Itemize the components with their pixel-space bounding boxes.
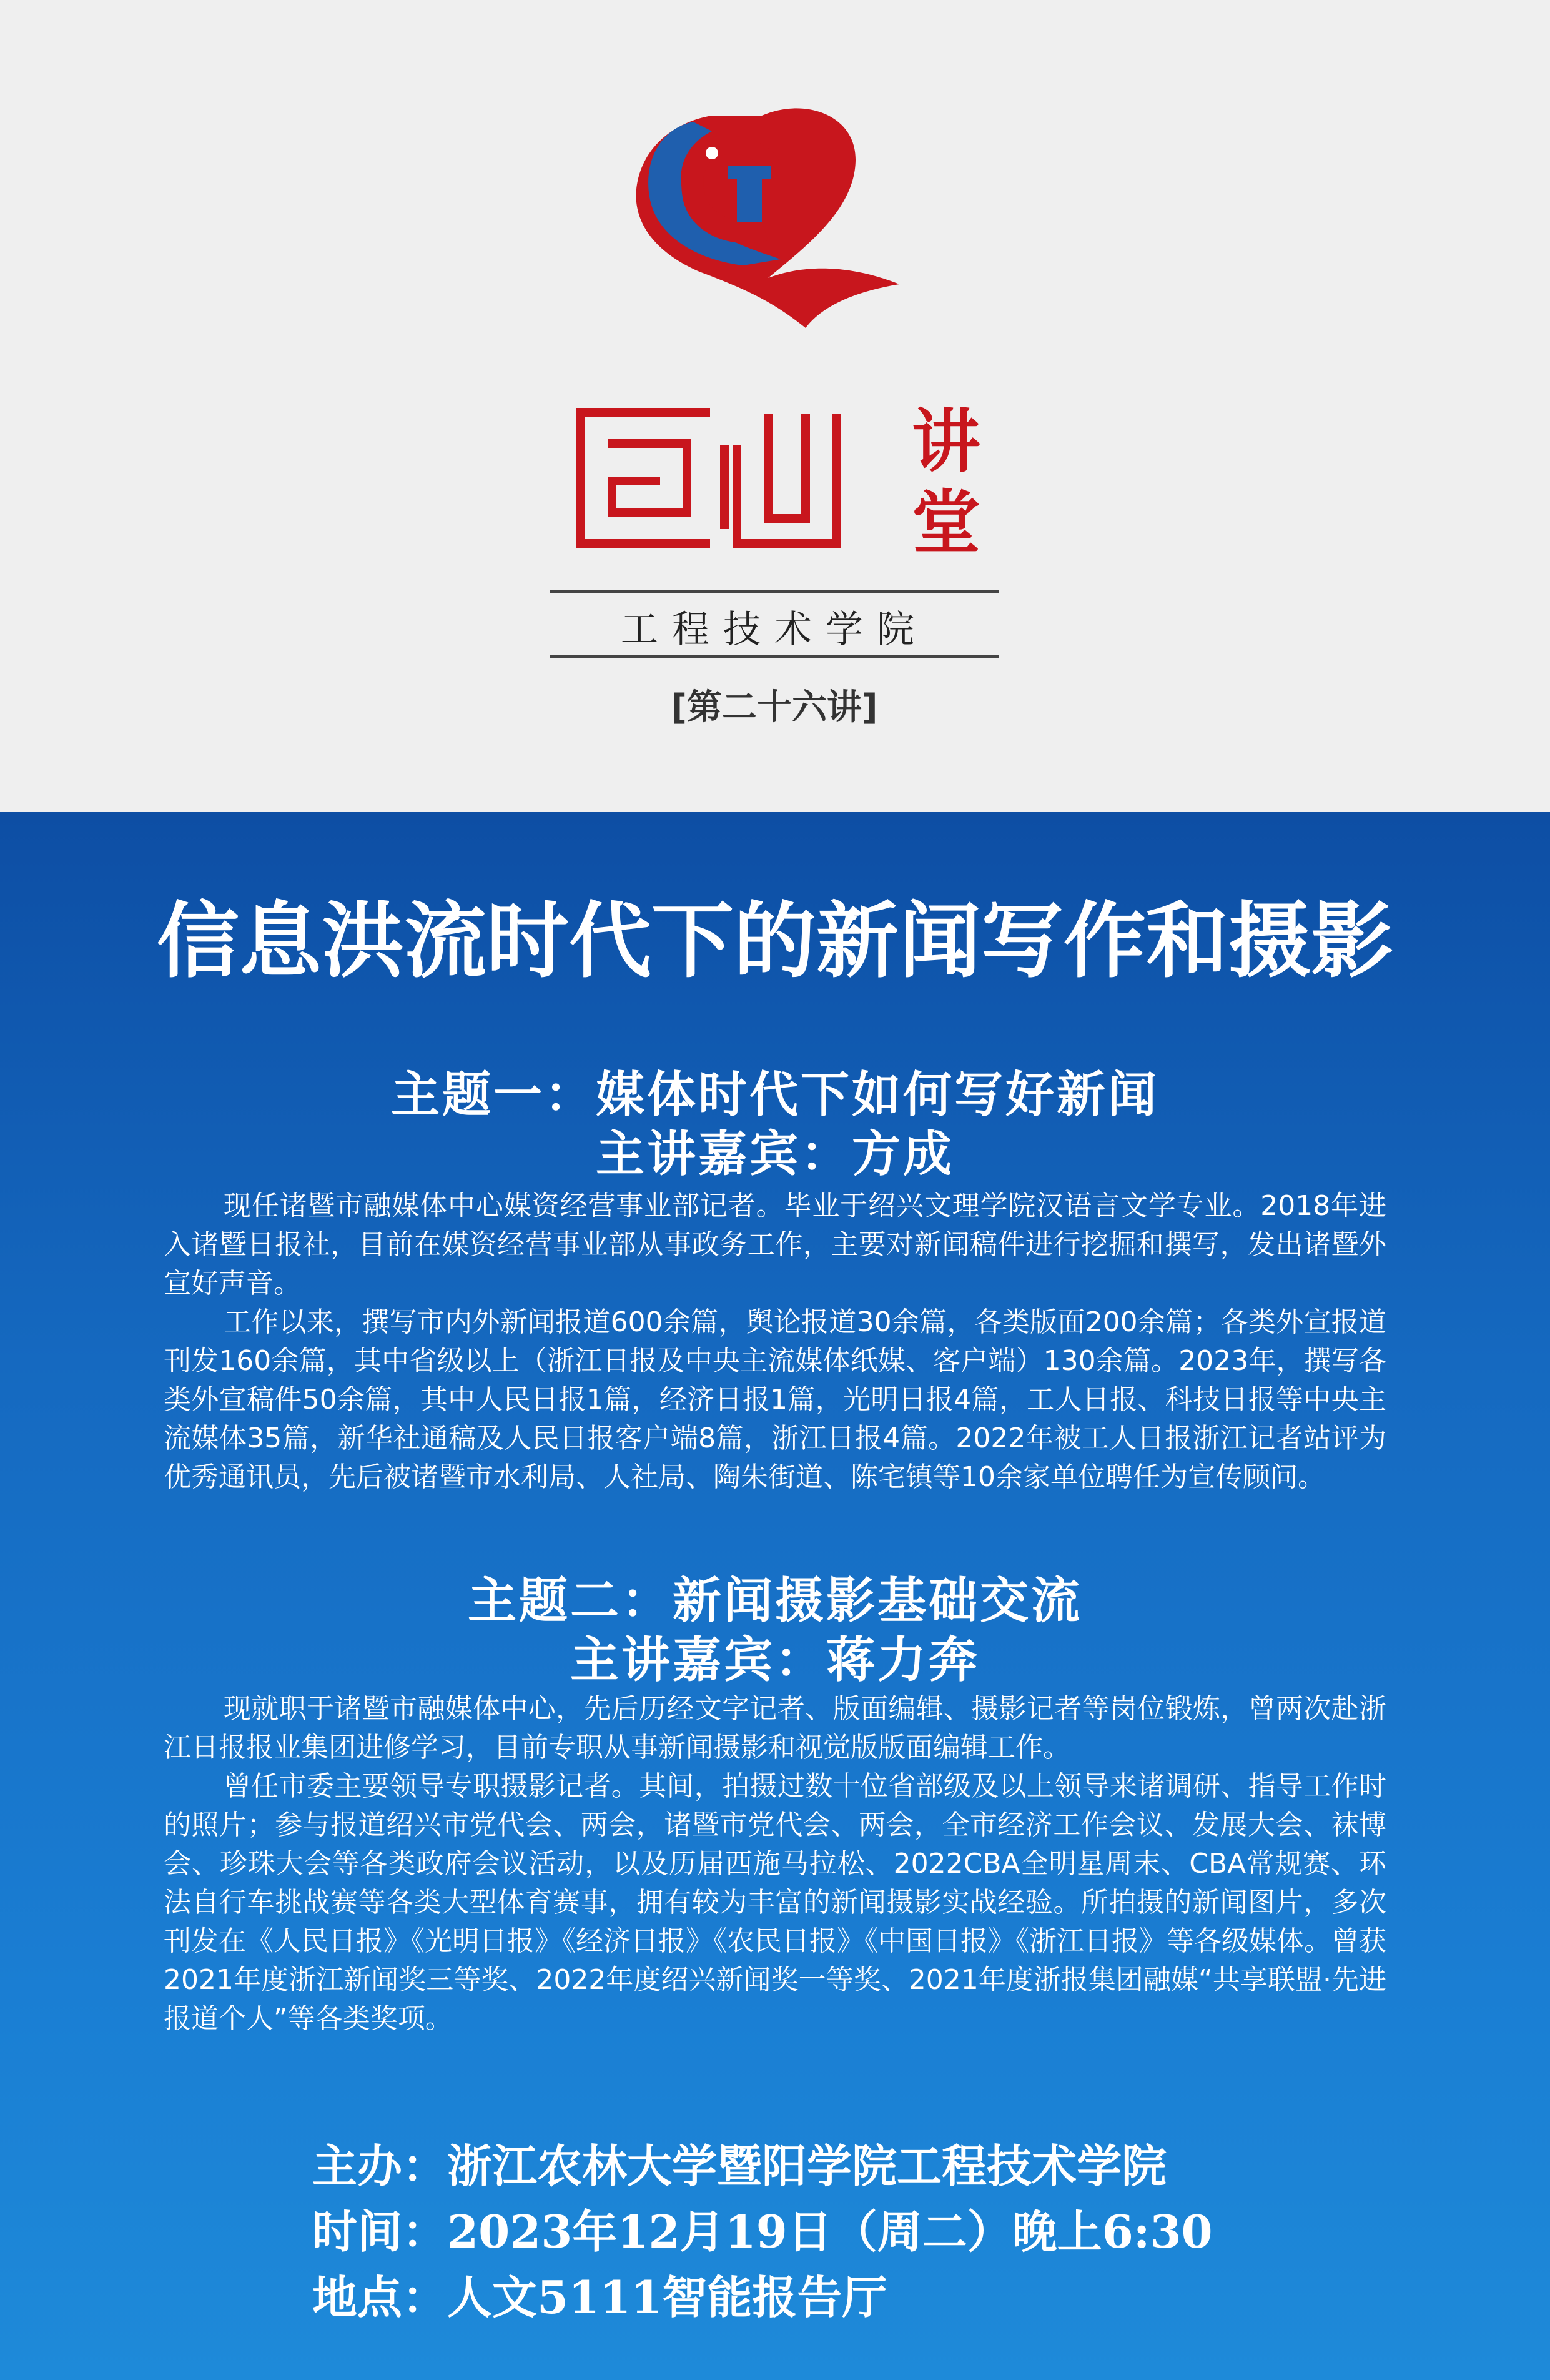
time-line: 时间：2023年12月19日（周二）晚上6:30 xyxy=(312,2205,1213,2258)
organizer-line: 主办：浙江农林大学暨阳学院工程技术学院 xyxy=(312,2140,1167,2193)
brand-logo xyxy=(562,400,987,562)
brand-side-bottom: 堂 xyxy=(912,483,980,562)
topic1-speaker: 主讲嘉宾：方成 xyxy=(595,1126,954,1183)
divider-bottom xyxy=(550,655,999,658)
page-title: 信息洪流时代下的新闻写作和摄影 xyxy=(157,893,1393,989)
topic2-bio-paragraph-2: 曾任市委主要领导专职摄影记者。其间，拍摄过数十位省部级及以上领导来诸调研、指导工作时的照片；参与报道绍兴市党代会、两会，诸暨市党代会、两会，全市经济工作会议、发展大会、袜博会、珍珠大会等各类政府会议活动，以及历届西施马拉松、2022CBA全明星周末、CBA常规赛、环法自行车挑战赛等各类大型体育赛事，拥有较为丰富的新闻摄影实战经验。所拍摄的新闻图片，多次刊发在《人民日报》《光明日报》《经济日报》《农民日报》《中国日报》《浙江日报》等各级媒体。曾获2021年度浙江新闻奖三等奖、2022年度绍兴新闻奖一等奖、2021年度浙报集团融媒“共享联盟·先进报道个人”等各类奖项。 xyxy=(164,1770,1386,2035)
topic2-title: 主题二：新闻摄影基础交流 xyxy=(467,1573,1082,1629)
topic2-speaker: 主讲嘉宾：蒋力奔 xyxy=(570,1632,980,1688)
brand-side-top: 讲 xyxy=(912,402,980,482)
college-name: 工程技术学院 xyxy=(621,608,928,652)
topic1-bio-paragraph-2: 工作以来，撰写市内外新闻报道600余篇，舆论报道30余篇，各类版面200余篇；各类外宣报道刊发160余篇，其中省级以上（浙江日报及中央主流媒体纸媒、客户端）130余篇。2023年，撰写各类外宣稿件50余篇，其中人民日报1篇，经济日报1篇，光明日报4篇，工人日报、科技日报等中央主流媒体35篇，新华社通稿及人民日报客户端8篇，浙江日报4篇。2022年被工人日报浙江记者站评为优秀通讯员，先后被诸暨市水利局、人社局、陶朱街道、陈宅镇等10余家单位聘任为宣传顾问。 xyxy=(164,1306,1386,1493)
topic2-bio-paragraph-1: 现就职于诸暨市融媒体中心，先后历经文字记者、版面编辑、摄影记者等岗位锻炼，曾两次赴浙江日报报业集团进修学习，目前专职从事新闻摄影和视觉版版面编辑工作。 xyxy=(164,1693,1386,1763)
lecture-number: [第二十六讲] xyxy=(671,687,878,728)
divider-top xyxy=(550,590,999,593)
topic1-bio-paragraph-1: 现任诸暨市融媒体中心媒资经营事业部记者。毕业于绍兴文理学院汉语言文学专业。2018年进入诸暨日报社，目前在媒资经营事业部从事政务工作，主要对新闻稿件进行挖掘和撰写，发出诸暨外宣好声音。 xyxy=(164,1190,1386,1299)
topic1-title: 主题一：媒体时代下如何写好新闻 xyxy=(390,1067,1159,1123)
location-line: 地点：人文5111智能报告厅 xyxy=(312,2271,887,2324)
college-emblem-icon xyxy=(618,103,930,340)
